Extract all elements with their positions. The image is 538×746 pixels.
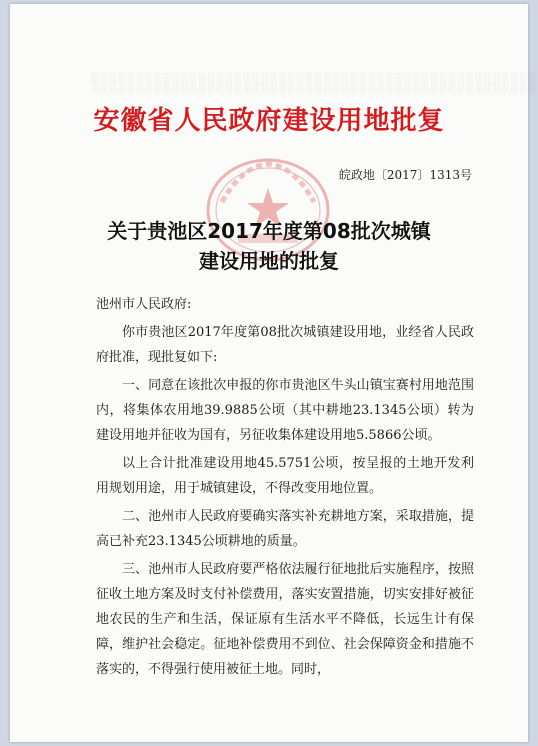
reverse-side-bleed-through: ░░░░░░░░░░░░░░░░░░░░░░░░░░░░░░░░░░░░░░░░░░░░░░░░░░ ░░░░░░░░░░░░░░░░░░░░░░░░░░░░░░░░░░░░░░░░░░░░░░░░░░ bbox=[92, 74, 538, 94]
title-line-1: 关于贵池区2017年度第08批次城镇 bbox=[107, 219, 431, 243]
salutation: 池州市人民政府: bbox=[96, 297, 192, 312]
paragraph-intro: 你市贵池区2017年度第08批次城镇建设用地，业经省人民政府批准，现批复如下: bbox=[96, 325, 474, 365]
title-line-2: 建设用地的批复 bbox=[199, 249, 339, 273]
paragraph-item-1: 一、同意在该批次申报的你市贵池区牛头山镇宝赛村用地范围内，将集体农用地39.9885公顷（其中耕地23.1345公顷）转为建设用地并征收为国有，另征收集体建设用地5.5866公顷。 bbox=[96, 378, 474, 443]
document-page bbox=[10, 4, 538, 742]
document-title bbox=[10, 216, 528, 276]
document-number: 皖政地〔2017〕1313号 bbox=[338, 168, 472, 182]
paragraph-total: 以上合计批准建设用地45.5751公顷，按呈报的土地开发利用规划用途，用于城镇建设，不得改变用地位置。 bbox=[96, 456, 474, 496]
issuer-header: 安徽省人民政府建设用地批复 bbox=[93, 106, 445, 136]
document-body bbox=[96, 292, 474, 685]
paragraph-item-3: 三、池州市人民政府要严格依法履行征地批后实施程序，按照征收土地方案及时支付补偿费用，落实安置措施，切实安排好被征地农民的生产和生活，保证原有生活水平不降低，长远生计有保障，维护社会稳定。征地补偿费用不到位、社会保障资金和措施不落实的，不得强行使用被征土地。同时， bbox=[96, 562, 474, 677]
paragraph-item-2: 二、池州市人民政府要确实落实补充耕地方案，采取措施，提高已补充23.1345公顷耕地的质量。 bbox=[96, 509, 474, 549]
